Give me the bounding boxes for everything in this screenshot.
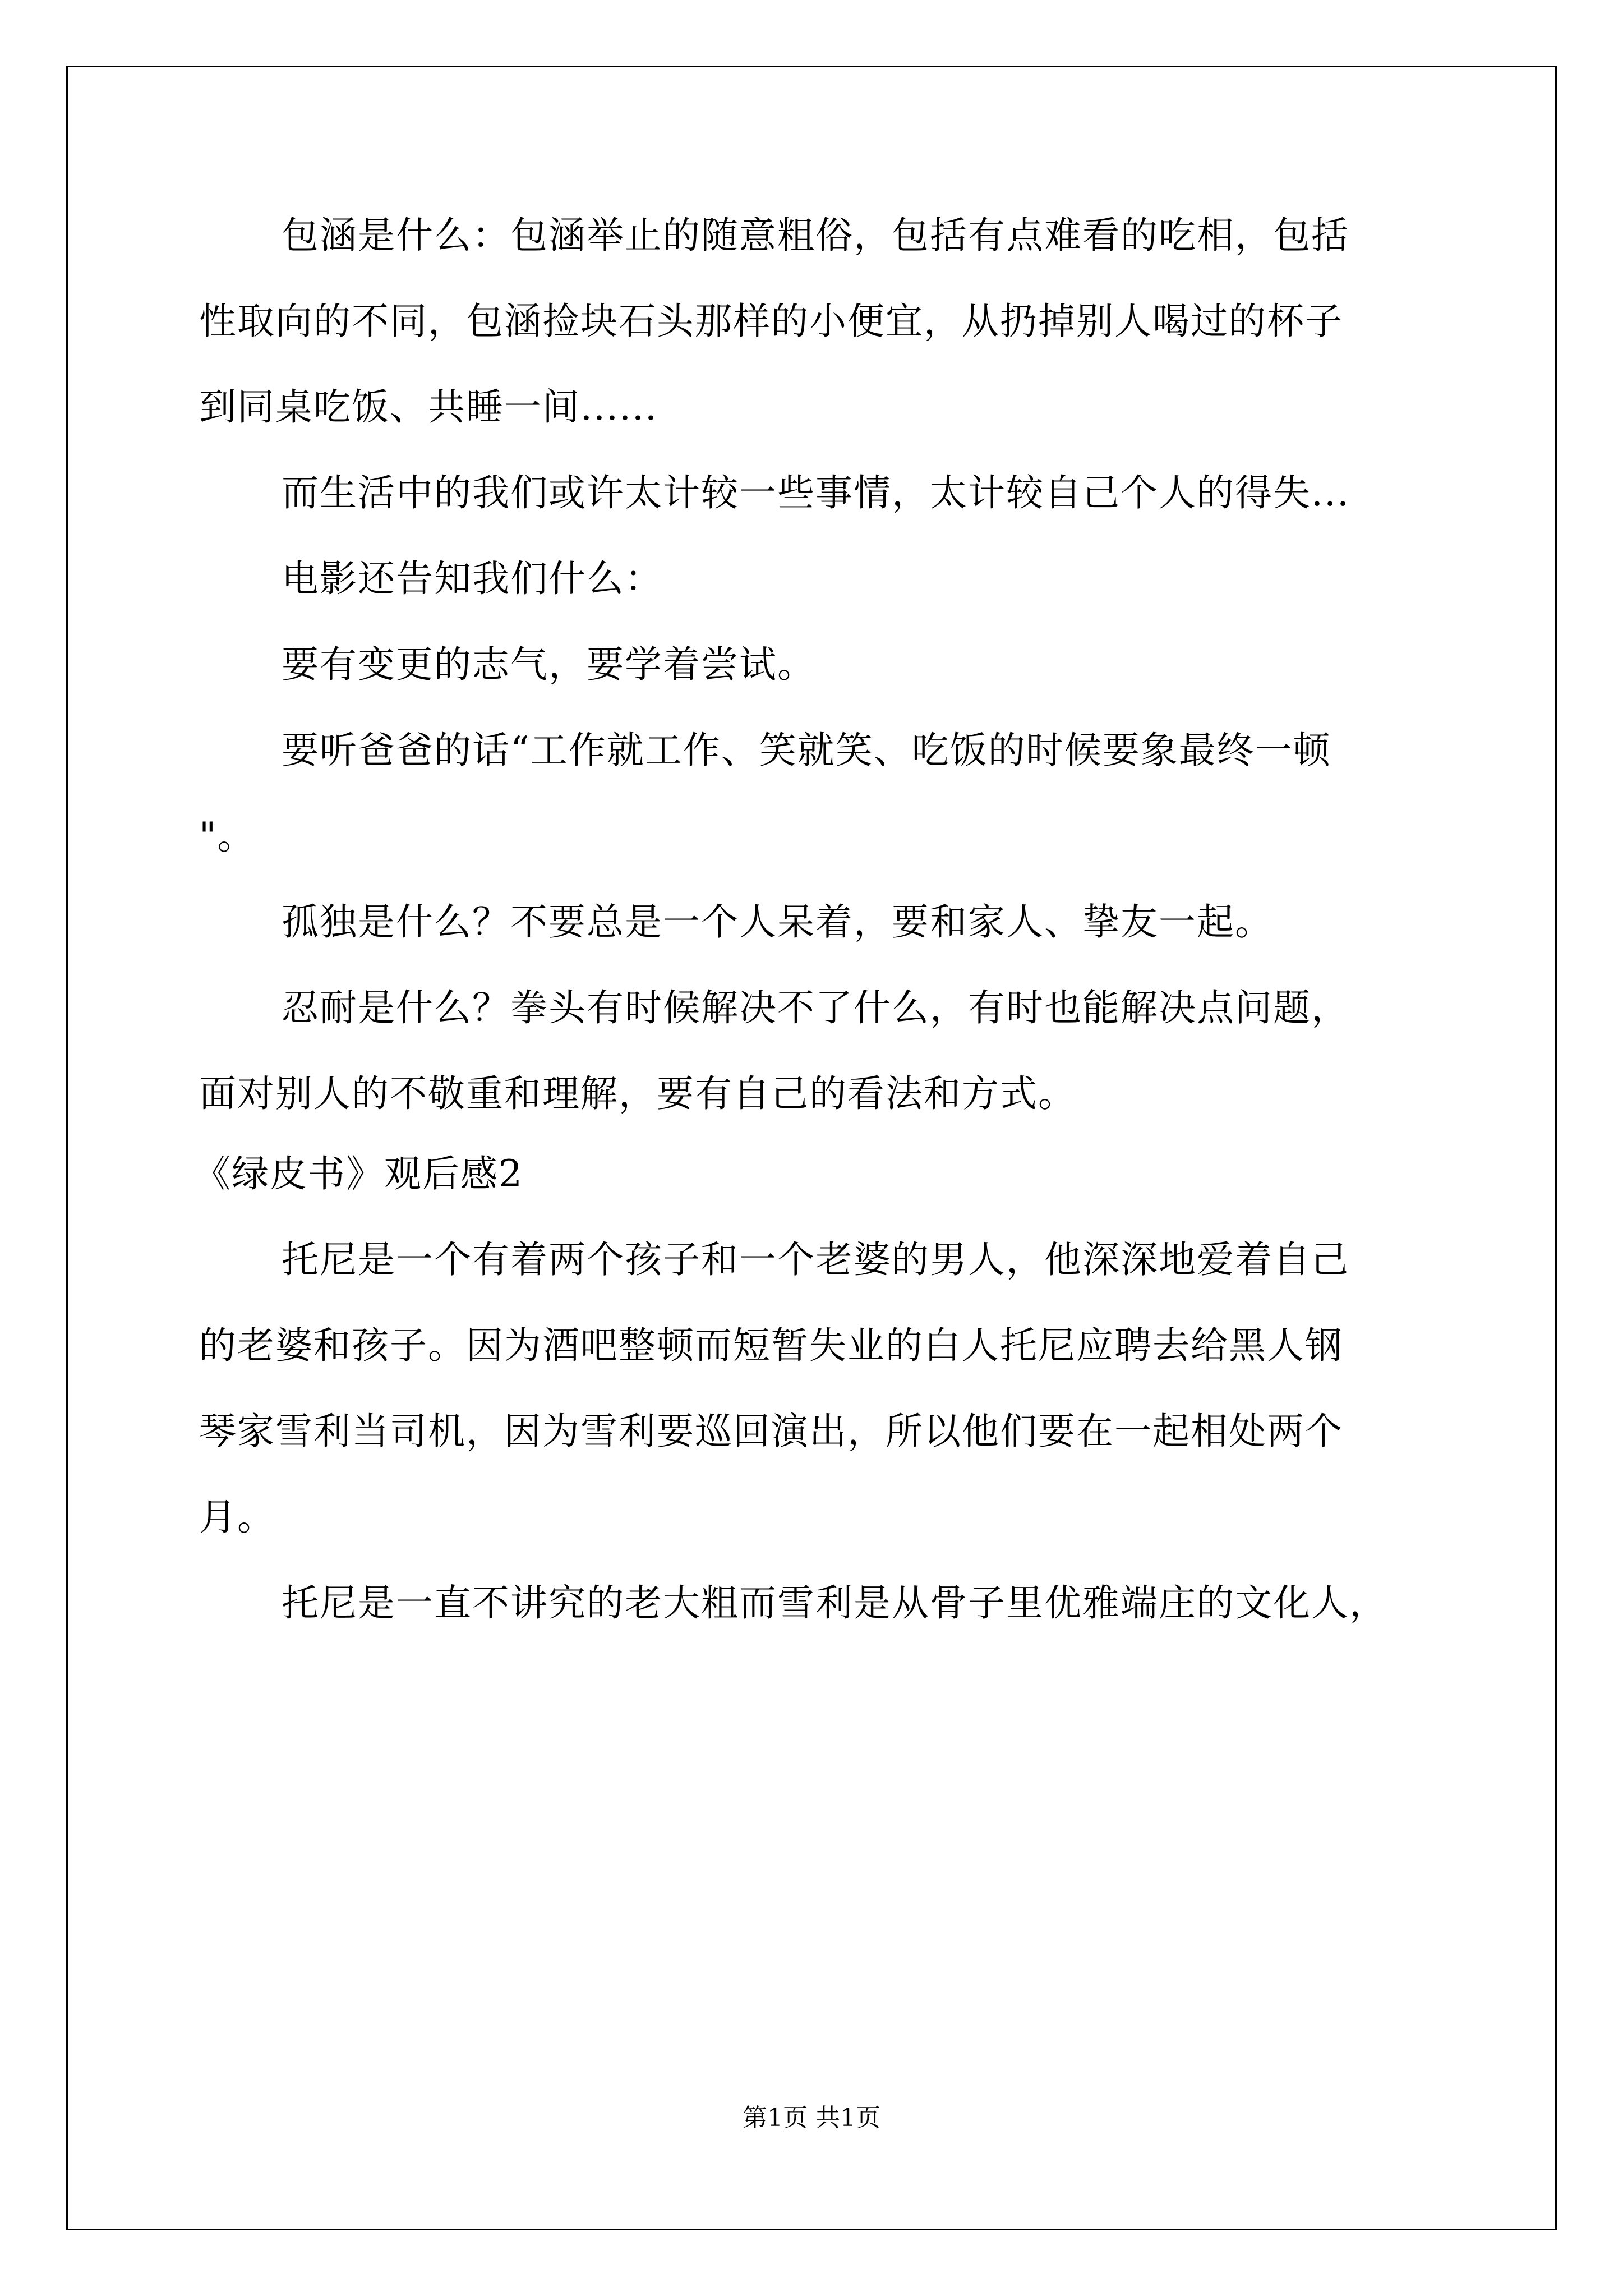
page-footer: 第1页 共1页 bbox=[743, 2104, 880, 2132]
paragraph-6: 孤独是什么？不要总是一个人呆着，要和家人、挚友一起。 bbox=[282, 900, 1273, 944]
paragraph-1-line-1: 包涵是什么：包涵举止的随意粗俗，包括有点难看的吃相，包括 bbox=[282, 214, 1349, 257]
paragraph-3: 电影还告知我们什么： bbox=[282, 557, 663, 600]
paragraph-8-line-2: 的老婆和孩子。因为酒吧整顿而短暂失业的白人托尼应聘去给黑人钢 bbox=[199, 1324, 1343, 1367]
paragraph-8-line-1: 托尼是一个有着两个孩子和一个老婆的男人，他深深地爱着自己 bbox=[282, 1238, 1349, 1281]
paragraph-1-line-2: 性取向的不同，包涵捡块石头那样的小便宜，从扔掉别人喝过的杯子 bbox=[199, 300, 1343, 343]
paragraph-1-line-3: 到同桌吃饭、共睡一间...... bbox=[199, 385, 658, 429]
paragraph-5-line-2: "。 bbox=[199, 815, 256, 858]
paragraph-8-line-3: 琴家雪利当司机，因为雪利要巡回演出，所以他们要在一起相处两个 bbox=[199, 1410, 1343, 1453]
paragraph-4: 要有变更的志气，要学着尝试。 bbox=[282, 643, 815, 686]
paragraph-8-line-4: 月。 bbox=[199, 1496, 275, 1539]
paragraph-5-line-1: 要听爸爸的话“工作就工作、笑就笑、吃饭的时候要象最终一顿 bbox=[282, 729, 1331, 772]
paragraph-7-line-2: 面对别人的不敬重和理解，要有自己的看法和方式。 bbox=[199, 1072, 1076, 1115]
paragraph-2: 而生活中的我们或许太计较一些事情，太计较自己个人的得失... bbox=[282, 471, 1350, 514]
section-heading: 《绿皮书》观后感2 bbox=[193, 1152, 523, 1195]
paragraph-7-line-1: 忍耐是什么？拳头有时候解决不了什么，有时也能解决点问题， bbox=[282, 986, 1349, 1029]
paragraph-9: 托尼是一直不讲究的老大粗而雪利是从骨子里优雅端庄的文化人， bbox=[282, 1581, 1387, 1625]
